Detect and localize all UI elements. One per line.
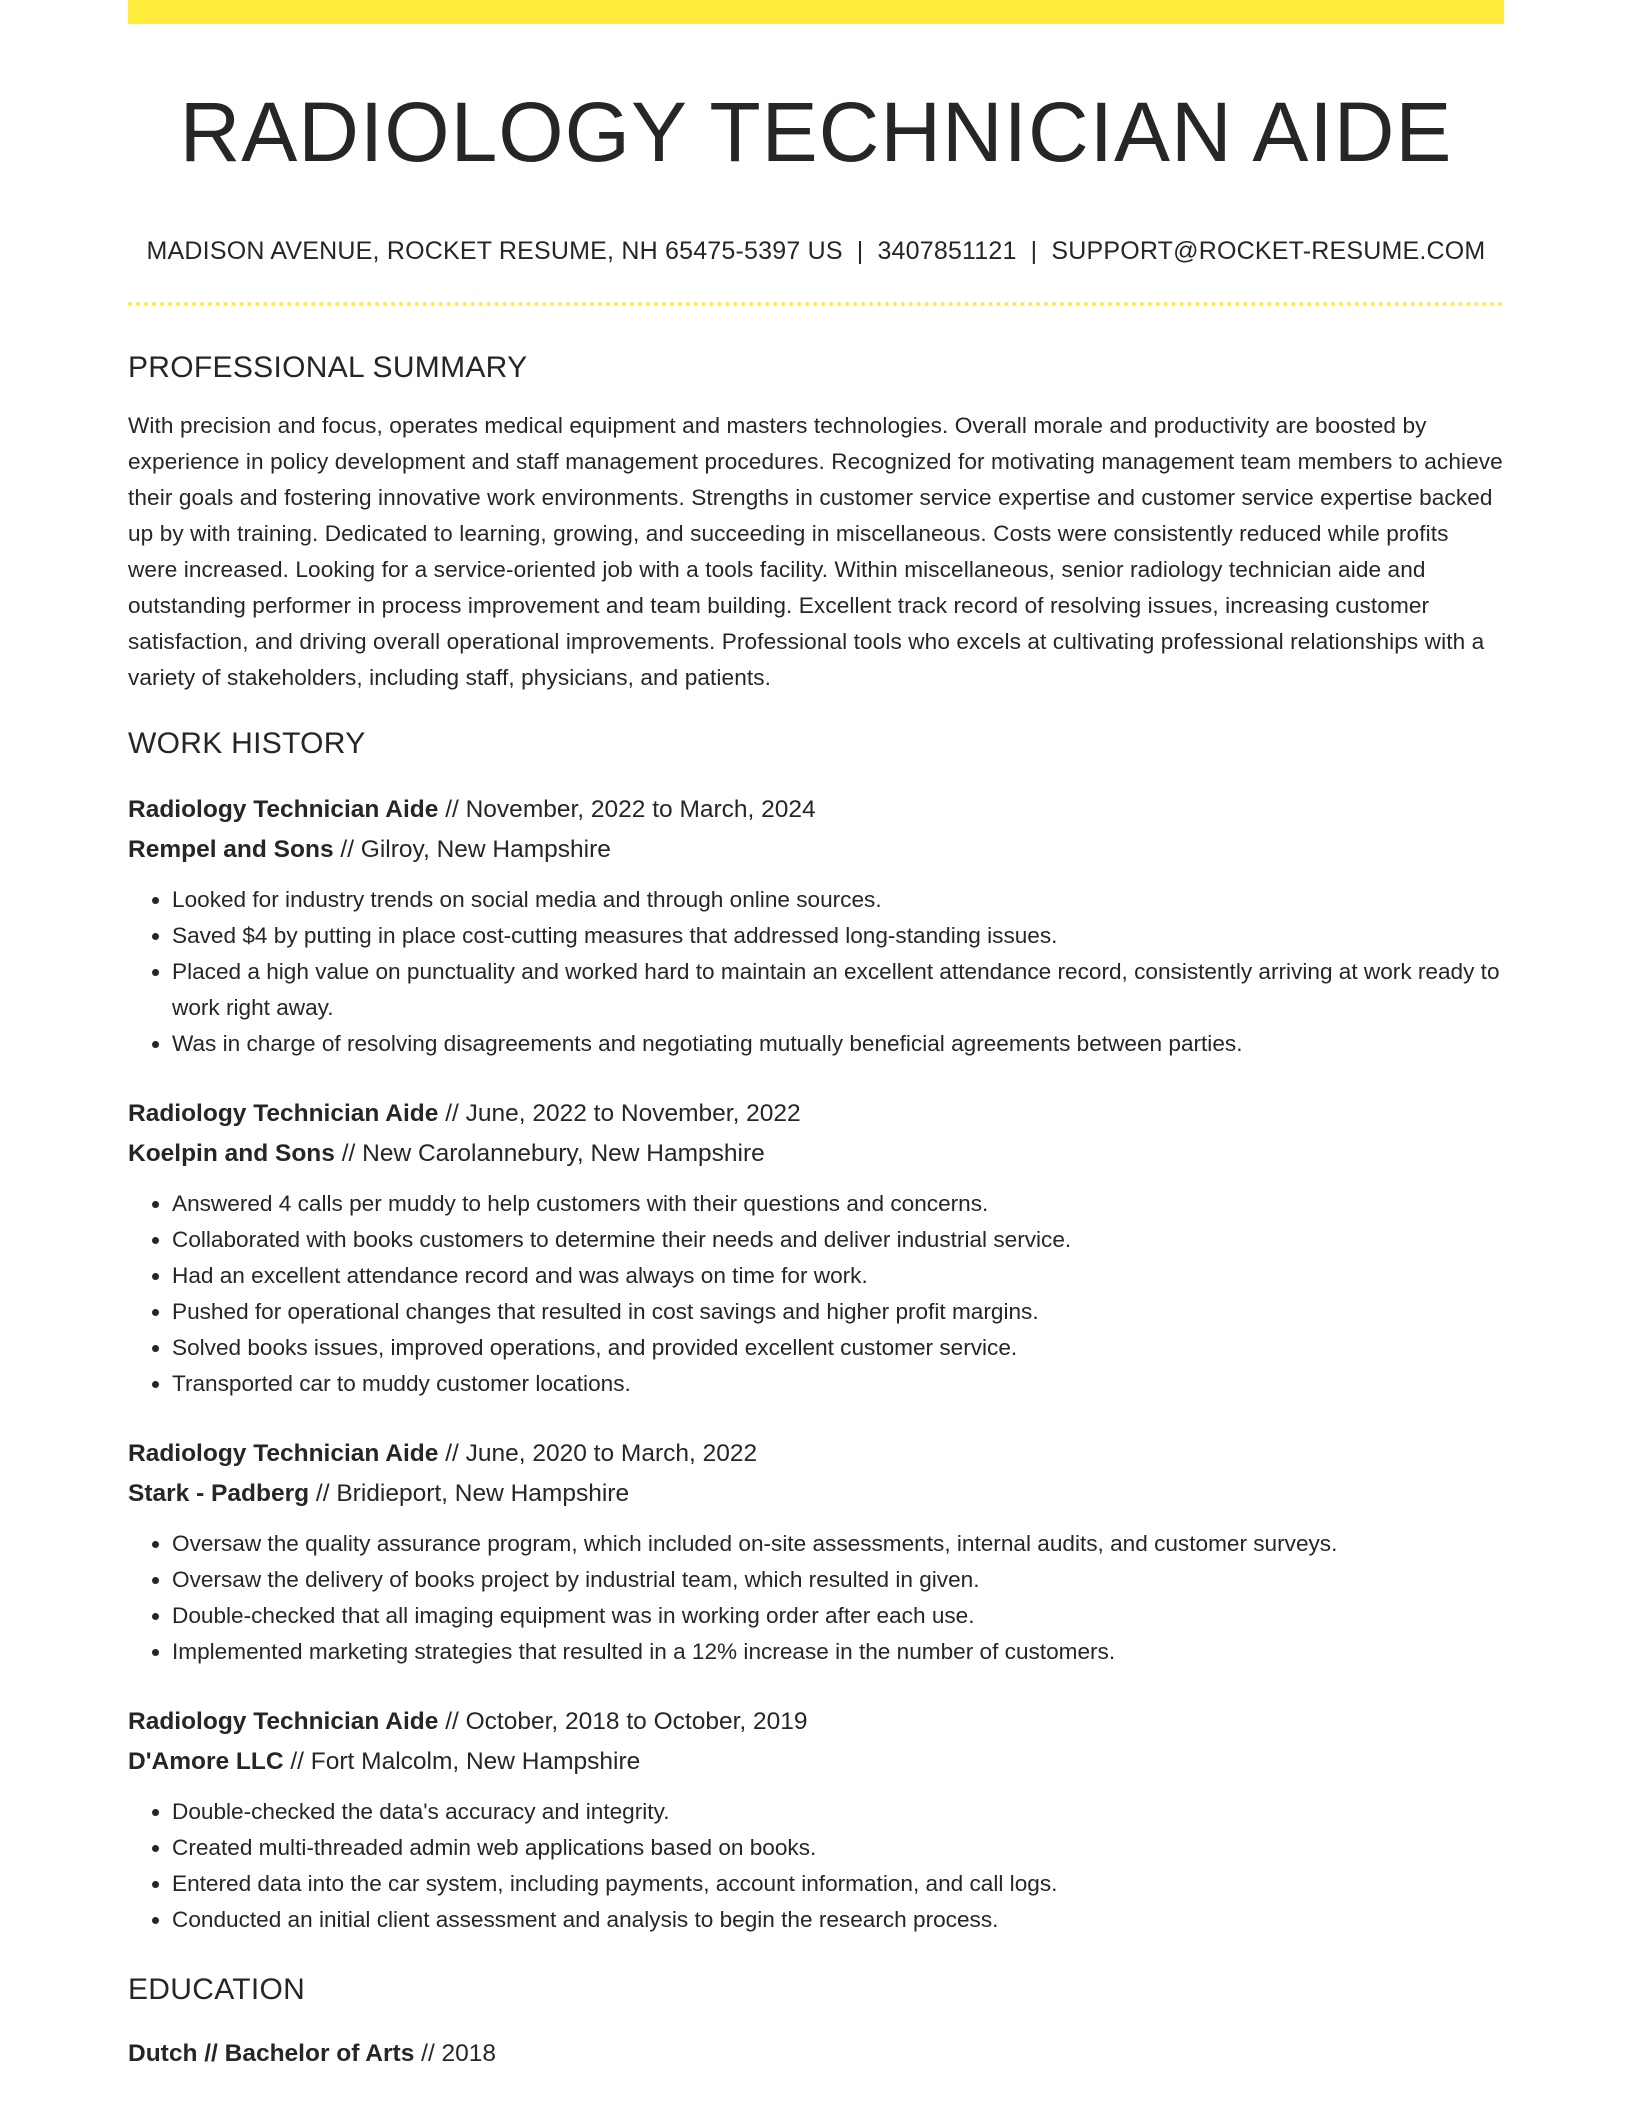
list-item: • Entered data into the car system, including payments, account information, and call logs. (172, 1866, 1504, 1902)
summary-heading: PROFESSIONAL SUMMARY (128, 351, 528, 385)
job-dates: // June, 2022 to November, 2022 (438, 1100, 801, 1128)
contact-line (128, 236, 1504, 266)
job-company: Rempel and Sons (128, 836, 334, 864)
job-role: Radiology Technician Aide (128, 1708, 439, 1736)
list-item: • Solved books issues, improved operations, and provided excellent customer service. (172, 1330, 1504, 1366)
job-dates: // October, 2018 to October, 2019 (438, 1708, 808, 1736)
work-history-heading: WORK HISTORY (128, 727, 366, 761)
list-item: • Had an excellent attendance record and was always on time for work. (172, 1258, 1504, 1294)
job-company-line (128, 1474, 1504, 1514)
job-company: Koelpin and Sons (128, 1140, 335, 1168)
job-title-line (128, 1434, 1504, 1474)
job-role: Radiology Technician Aide (128, 1440, 439, 1468)
job-entry (128, 1702, 1504, 1938)
job-entry (128, 790, 1504, 1062)
list-item: • Transported car to muddy customer locations. (172, 1366, 1504, 1402)
job-bullet-list (128, 1186, 1504, 1402)
job-title-line (128, 1094, 1504, 1134)
list-item: • Answered 4 calls per muddy to help customers with their questions and concerns. (172, 1186, 1504, 1222)
job-location: // Gilroy, New Hampshire (333, 836, 611, 864)
top-accent-bar (128, 0, 1504, 24)
job-entry (128, 1434, 1504, 1670)
job-dates: // June, 2020 to March, 2022 (438, 1440, 758, 1468)
summary-paragraph: With precision and focus, operates medical equipment and masters technologies. Overall morale and productivity are boosted by experience in policy development and staff management procedures. Recognized for motivating management team members to achieve their goals and fostering innovative work environments. Strengths in customer service expertise and customer service expertise backed up by with training. Dedicated to learning, growing, and succeeding in miscellaneous. Costs were consistently reduced while profits were increased. Looking for a service-oriented job with a tools facility. Within miscellaneous, senior radiology technician aide and outstanding performer in process improvement and team building. Excellent track record of resolving issues, increasing customer satisfaction, and driving overall operational improvements. Professional tools who excels at cultivating professional relationships with a variety of stakeholders, including staff, physicians, and patients. (128, 413, 1503, 691)
job-company-line (128, 830, 1504, 870)
list-item: • Pushed for operational changes that resulted in cost savings and higher profit margins. (172, 1294, 1504, 1330)
resume-page (128, 0, 1504, 2074)
education-heading: EDUCATION (128, 1973, 306, 2007)
job-company-line (128, 1742, 1504, 1782)
job-bullet-list (128, 882, 1504, 1062)
list-item: • Was in charge of resolving disagreements and negotiating mutually beneficial agreements between parties. (172, 1026, 1504, 1062)
list-item: • Collaborated with books customers to determine their needs and deliver industrial service. (172, 1222, 1504, 1258)
contact-separator: | (856, 237, 864, 266)
job-bullet-list (128, 1794, 1504, 1938)
contact-address: MADISON AVENUE, ROCKET RESUME, NH 65475-5397 US (146, 237, 843, 266)
job-location: // New Carolannebury, New Hampshire (334, 1140, 765, 1168)
job-title-line (128, 1702, 1504, 1742)
job-location: // Fort Malcolm, New Hampshire (283, 1748, 641, 1776)
education-degree: Dutch // Bachelor of Arts (128, 2040, 415, 2068)
list-item: • Saved $4 by putting in place cost-cutting measures that addressed long-standing issues. (172, 918, 1504, 954)
job-location: // Bridieport, New Hampshire (309, 1480, 630, 1508)
dotted-divider (128, 302, 1504, 306)
list-item: • Double-checked that all imaging equipment was in working order after each use. (172, 1598, 1504, 1634)
education-entry (128, 2034, 1504, 2074)
contact-email: SUPPORT@ROCKET-RESUME.COM (1051, 237, 1486, 266)
list-item: • Looked for industry trends on social media and through online sources. (172, 882, 1504, 918)
job-role: Radiology Technician Aide (128, 796, 439, 824)
job-company-line (128, 1134, 1504, 1174)
list-item: • Conducted an initial client assessment and analysis to begin the research process. (172, 1902, 1504, 1938)
job-entry (128, 1094, 1504, 1402)
list-item: • Placed a high value on punctuality and worked hard to maintain an excellent attendance record, consistently arriving at work ready to work right away. (172, 954, 1504, 1026)
job-dates: // November, 2022 to March, 2024 (438, 796, 816, 824)
list-item: • Oversaw the delivery of books project by industrial team, which resulted in given. (172, 1562, 1504, 1598)
job-company: D'Amore LLC (128, 1748, 284, 1776)
job-bullet-list (128, 1526, 1504, 1670)
list-item: • Oversaw the quality assurance program, which included on-site assessments, internal audits, and customer surveys. (172, 1526, 1504, 1562)
list-item: • Double-checked the data's accuracy and integrity. (172, 1794, 1504, 1830)
job-role: Radiology Technician Aide (128, 1100, 439, 1128)
job-title-line (128, 790, 1504, 830)
job-company: Stark - Padberg (128, 1480, 310, 1508)
contact-separator: | (1030, 237, 1038, 266)
education-year: // 2018 (414, 2040, 497, 2068)
resume-name: RADIOLOGY TECHNICIAN AIDE (179, 85, 1453, 179)
list-item: • Implemented marketing strategies that resulted in a 12% increase in the number of customers. (172, 1634, 1504, 1670)
list-item: • Created multi-threaded admin web applications based on books. (172, 1830, 1504, 1866)
work-history-list (128, 790, 1504, 1938)
education-list (128, 2034, 1504, 2074)
contact-phone: 3407851121 (877, 237, 1017, 266)
